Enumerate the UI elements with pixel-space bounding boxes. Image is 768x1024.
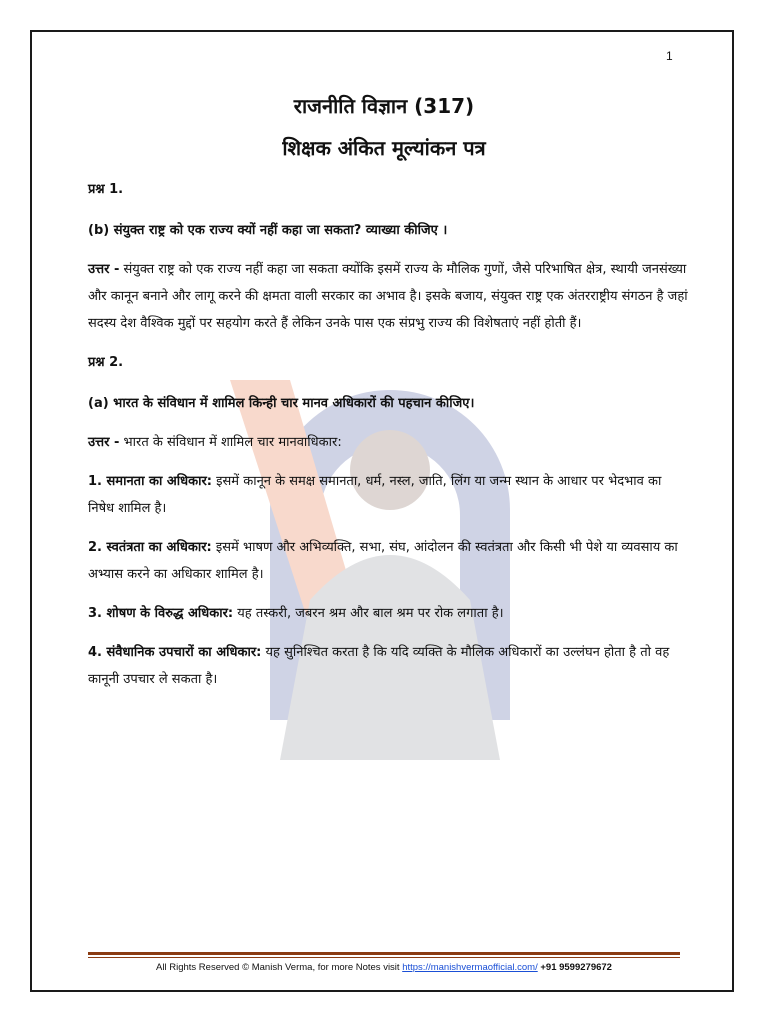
- right-point-1-text: इसमें कानून के समक्ष समानता, धर्म, नस्ल, जाति, लिंग या जन्म स्थान के आधार पर भेदभाव का निषेध शामिल है।: [88, 474, 662, 516]
- right-point-4: [88, 639, 688, 693]
- page-title: राजनीति विज्ञान (317): [293, 94, 475, 118]
- answer-2-text: भारत के संविधान में शामिल चार मानवाधिकार:: [123, 435, 342, 450]
- footer-phone: +91 9599279672: [540, 962, 612, 973]
- footer-text: All Rights Reserved © Manish Verma, for more Notes visit: [156, 962, 400, 973]
- right-point-3-text: यह तस्करी, जबरन श्रम और बाल श्रम पर रोक लगाता है।: [237, 606, 504, 621]
- footer: [0, 962, 768, 973]
- right-point-4-title: 4. संवैधानिक उपचारों का अधिकार:: [88, 645, 262, 660]
- answer-1-label: उत्तर -: [88, 262, 120, 277]
- page-subtitle: शिक्षक अंकित मूल्यांकन पत्र: [282, 136, 486, 160]
- question-2-label: प्रश्न 2.: [88, 355, 124, 370]
- right-point-3: [88, 600, 688, 627]
- footer-rule-thick: [88, 952, 680, 955]
- document-body: [88, 176, 688, 705]
- right-point-2-title: 2. स्वतंत्रता का अधिकार:: [88, 540, 212, 555]
- footer-rule-thin: [88, 957, 680, 958]
- question-1-answer: [88, 256, 688, 337]
- right-point-4-text: यह सुनिश्चित करता है कि यदि व्यक्ति के मौलिक अधिकारों का उल्लंघन होता है तो वह कानूनी उपचार ले सकता है।: [88, 645, 670, 687]
- footer-link[interactable]: https://manishvermaofficial.com/: [402, 962, 538, 973]
- right-point-1: [88, 468, 688, 522]
- answer-2-label: उत्तर -: [88, 435, 120, 450]
- right-point-2-text: इसमें भाषण और अभिव्यक्ति, सभा, संघ, आंदोलन की स्वतंत्रता और किसी भी पेशे या व्यवसाय का अभ्यास करने का अधिकार शामिल है।: [88, 540, 678, 582]
- right-point-3-title: 3. शोषण के विरुद्ध अधिकार:: [88, 606, 234, 621]
- answer-1-text: संयुक्त राष्ट्र को एक राज्य नहीं कहा जा सकता क्योंकि इसमें राज्य के मौलिक गुणों, जैसे परिभाषित क्षेत्र, स्थायी जनसंख्या और कानून बनाने और लागू करने की क्षमता वाली सरकार का अभाव है। इसके बजाय, संयुक्त राष्ट्र एक अंतरराष्ट्रीय संगठन है जहां सदस्य देश वैश्विक मुद्दों पर सहयोग करते हैं लेकिन उनके पास एक संप्रभु राज्य की विशेषताएं नहीं होती हैं।: [88, 262, 688, 331]
- question-1-label: प्रश्न 1.: [88, 182, 124, 197]
- question-1-text: (b) संयुक्त राष्ट्र को एक राज्य क्यों नहीं कहा जा सकता? व्याख्या कीजिए ।: [88, 223, 448, 238]
- question-2-text: (a) भारत के संविधान में शामिल किन्ही चार मानव अधिकारों की पहचान कीजिए।: [88, 396, 475, 411]
- right-point-1-title: 1. समानता का अधिकार:: [88, 474, 212, 489]
- right-point-2: [88, 534, 688, 588]
- question-2-answer: [88, 429, 688, 456]
- page-number: 1: [666, 49, 673, 63]
